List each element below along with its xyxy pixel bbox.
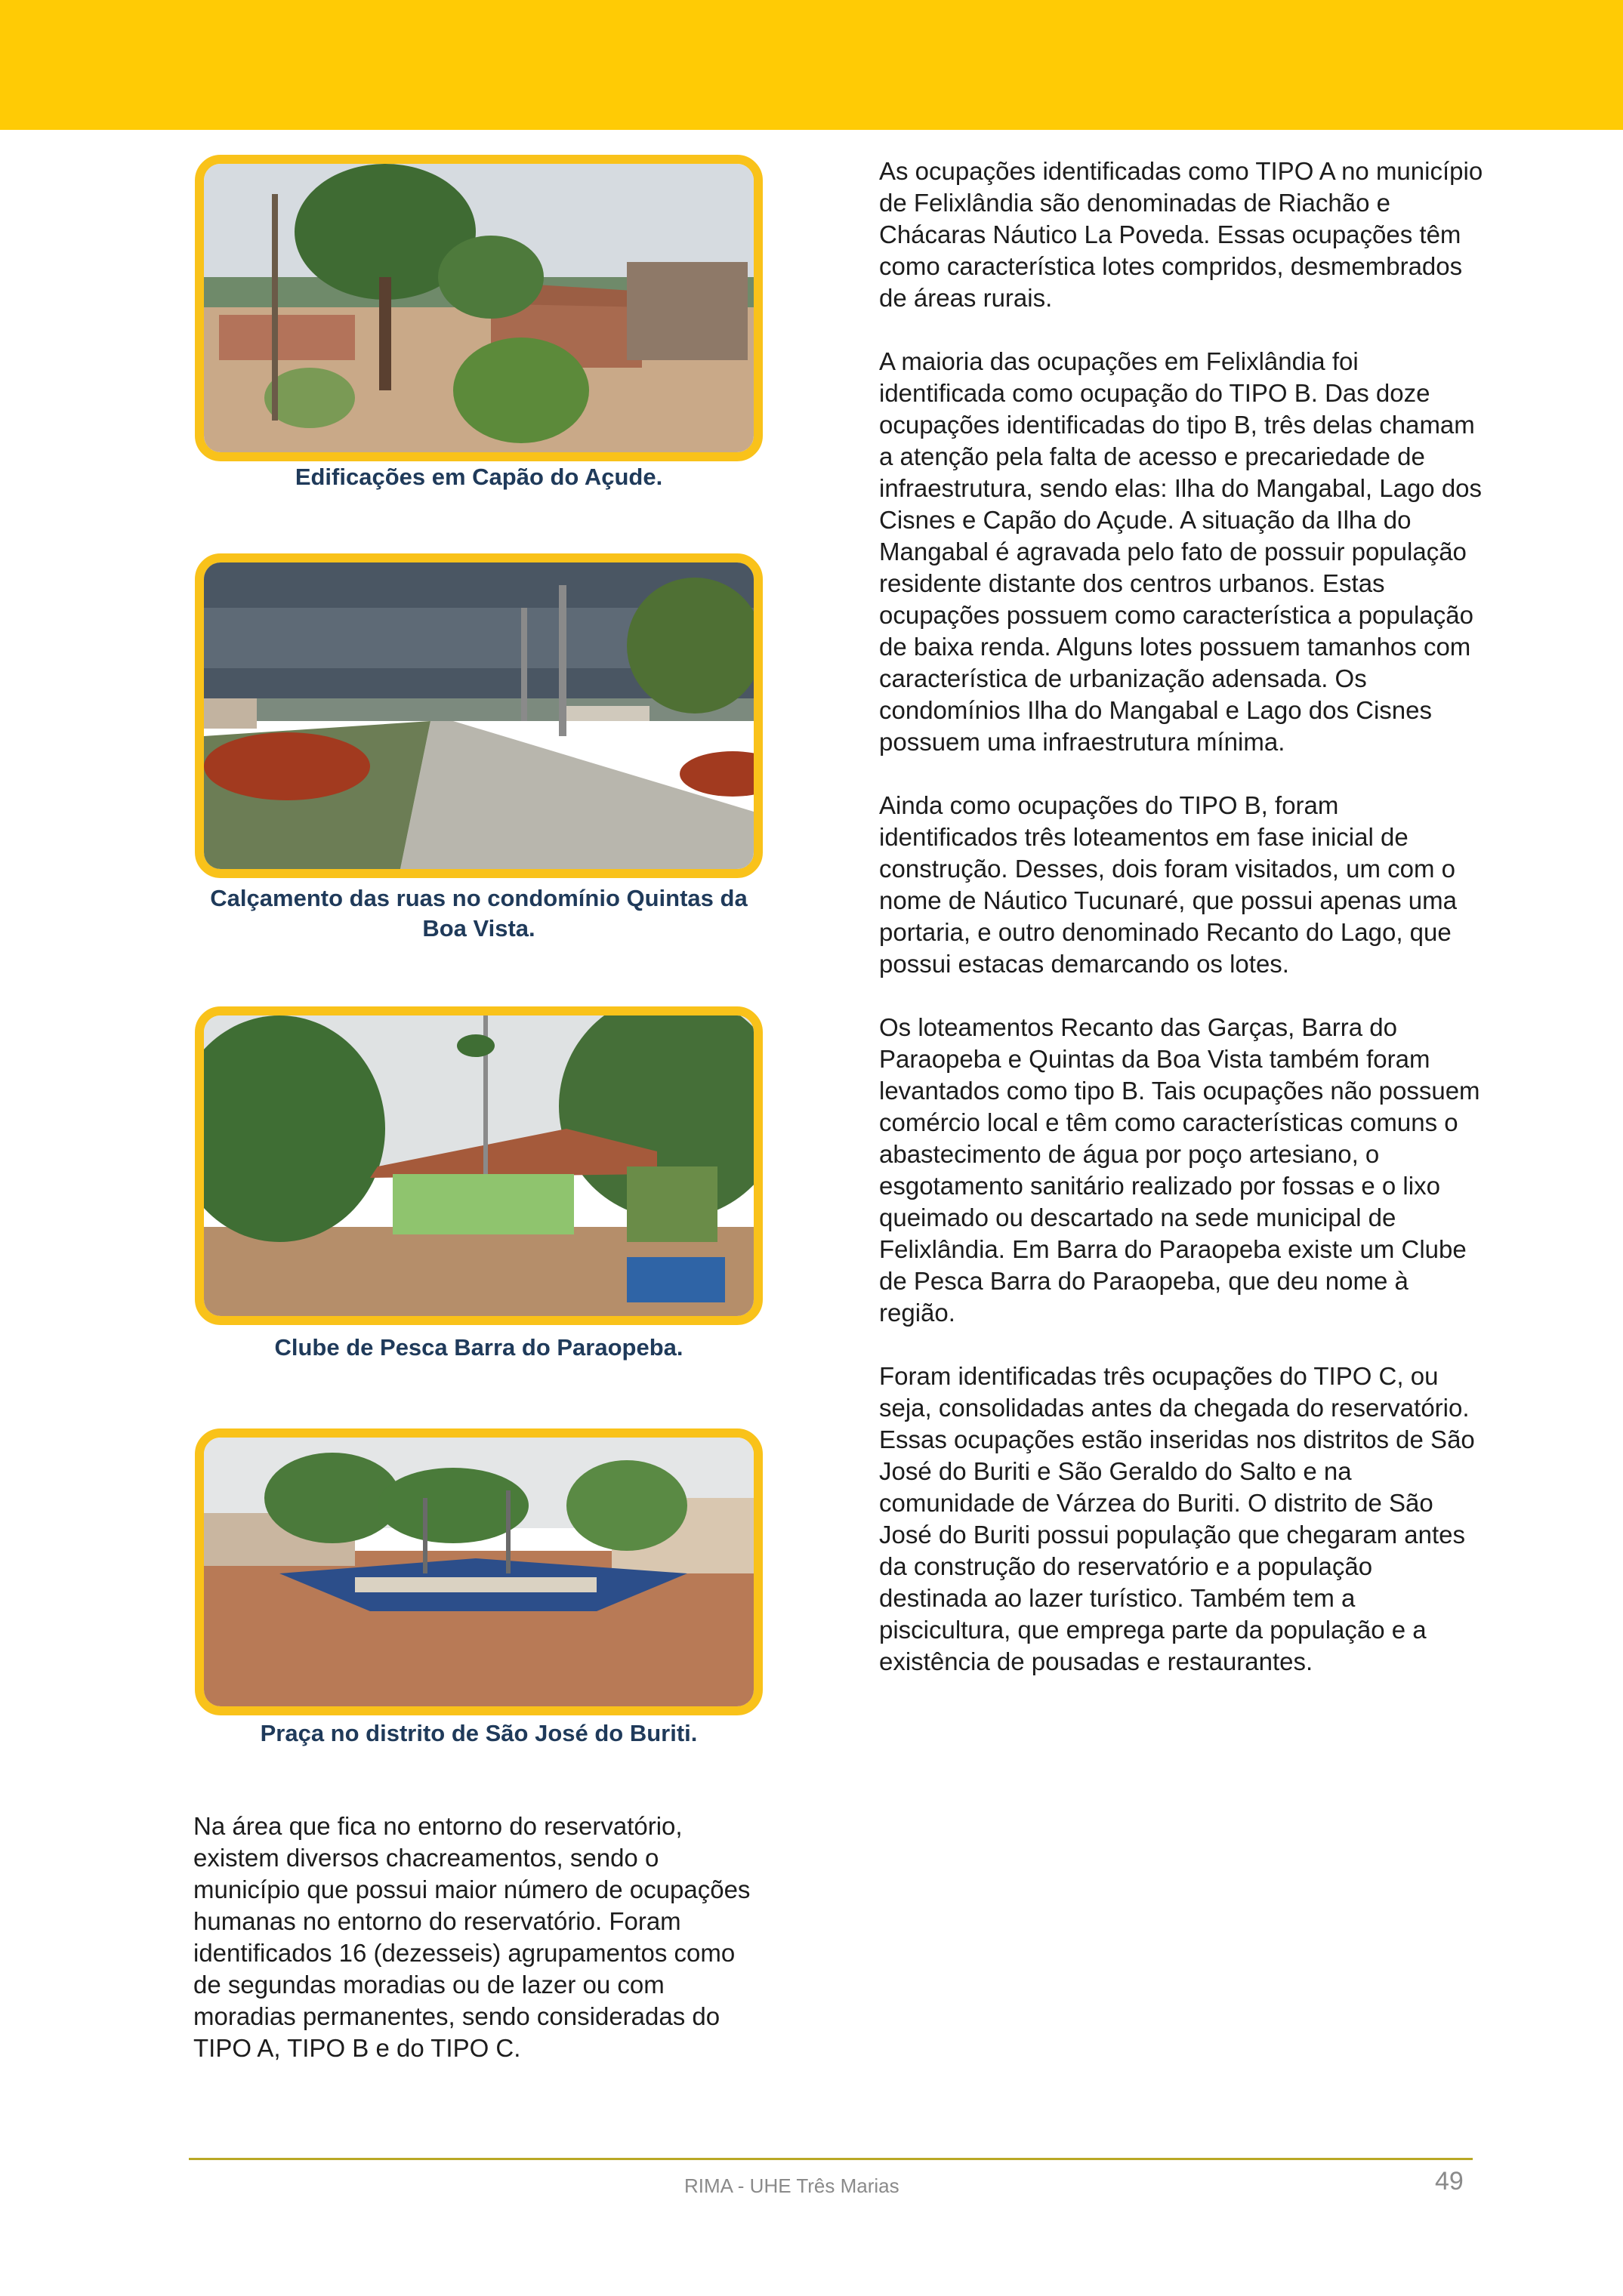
paragraph: Os loteamentos Recanto das Garças, Barra do Paraopeba e Quintas da Boa Vista também foram levantados como tipo B. Tais ocupações não possuem comércio local e têm como características comuns o abastecimento de água por poço artesiano, o esgotamento sanitário realizado por fossas e o lixo queimado ou descartado na sede municipal de Felixlândia. Em Barra do Paraopeba existe um Clube de Pesca Barra do Paraopeba, que deu nome à região. — [879, 1013, 1480, 1327]
photo-capao-do-acude — [195, 155, 763, 461]
figure-caption: Praça no distrito de São José do Buriti. — [260, 1720, 698, 1746]
footer-publication: RIMA - UHE Três Marias — [684, 2174, 899, 2197]
paragraph: Foram identificadas três ocupações do TIPO C, ou seja, consolidadas antes da chegada do reservatório. Essas ocupações estão inseridas nos distritos de São José do Buriti e São Geraldo do Salto e na comunidade de Várzea do Buriti. O distrito de São José do Buriti possui população que chegaram antes da construção do reservatório e a população destinada ao lazer turístico. Também tem a piscicultura, que emprega parte da população e a existência de pousadas e restaurantes. — [879, 1362, 1475, 1675]
header-band — [0, 0, 1623, 130]
photo-praca-sao-jose-do-buriti — [195, 1428, 763, 1715]
right-column — [879, 156, 1483, 1709]
photo-clube-de-pesca — [195, 1006, 763, 1325]
left-column — [193, 1811, 767, 2096]
figure-caption: Edificações em Capão do Açude. — [295, 464, 663, 490]
figure-caption: Calçamento das ruas no condomínio Quintas da Boa Vista. — [210, 885, 748, 942]
page-number: 49 — [1435, 2167, 1464, 2196]
paragraph: Na área que fica no entorno do reservatório, existem diversos chacreamentos, sendo o município que possui maior número de ocupações humanas no entorno do reservatório. Foram identificados 16 (dezesseis) agrupamentos como de segundas moradias ou de lazer ou com moradias permanentes, sendo consideradas do TIPO A, TIPO B e do TIPO C. — [193, 1812, 751, 2062]
photo-quintas-da-boa-vista — [195, 553, 763, 878]
paragraph: A maioria das ocupações em Felixlândia foi identificada como ocupação do TIPO B. Das doze ocupações identificadas do tipo B, três delas chamam a atenção pela falta de acesso e precariedade de infraestrutura, sendo elas: Ilha do Mangabal, Lago dos Cisnes e Capão do Açude. A situação da Ilha do Mangabal é agravada pelo fato de possuir população residente distante dos centros urbanos. Estas ocupações possuem como característica a população de baixa renda. Alguns lotes possuem tamanhos com característica de urbanização adensada. Os condomínios Ilha do Mangabal e Lago dos Cisnes possuem uma infraestrutura mínima. — [879, 347, 1483, 756]
paragraph: Ainda como ocupações do TIPO B, foram identificados três loteamentos em fase inicial de construção. Desses, dois foram visitados, um com o nome de Náutico Tucunaré, que possui apenas uma portaria, e outro denominado Recanto do Lago, que possui estacas demarcando os lotes. — [879, 791, 1457, 978]
footer-rule — [189, 2158, 1473, 2160]
paragraph: As ocupações identificadas como TIPO A no município de Felixlândia são denominadas de Riachão e Chácaras Náutico La Poveda. Essas ocupações têm como característica lotes compridos, desmembrados de áreas rurais. — [879, 157, 1483, 312]
figure-caption: Clube de Pesca Barra do Paraopeba. — [274, 1334, 683, 1361]
